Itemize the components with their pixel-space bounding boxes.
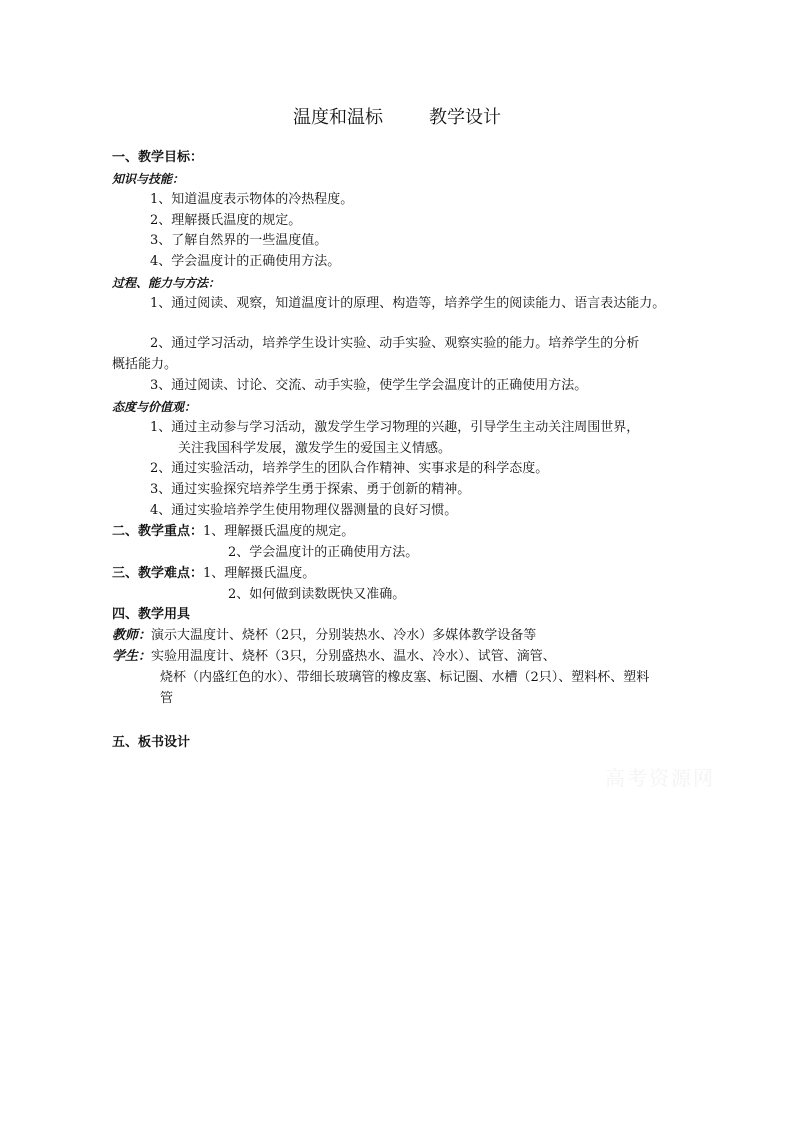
attitude-item-2: 2、通过实验活动，培养学生的团队合作精神、实事求是的科学态度。 — [150, 461, 549, 476]
student-tools-row — [112, 648, 556, 666]
teacher-label: 教师： — [112, 628, 152, 643]
process-item-2-line-1: 2、通过学习活动，培养学生设计实验、动手实验、观察实验的能力。培养学生的分析 — [150, 336, 640, 351]
section-heading-tools: 四、教学用具 — [112, 607, 191, 622]
title-subtitle: 教学设计 — [429, 107, 501, 128]
attitude-item-1-line-2: 关注我国科学发展，激发学生的爱国主义情感。 — [178, 441, 452, 456]
student-tools-line-1: 实验用温度计、烧杯（3只，分别盛热水、温水、冷水）、试管、滴管、 — [151, 649, 556, 664]
section-heading-key-points: 二、教学重点： — [112, 524, 204, 539]
subheading-knowledge: 知识与技能： — [112, 172, 185, 186]
difficulties-row — [112, 565, 315, 583]
student-tools-line-2: 烧杯（内盛红色的水）、带细长玻璃管的橡皮塞、标记圈、水槽（2只）、塑料杯、塑料 — [160, 670, 650, 685]
watermark: 高考资源网 — [605, 766, 715, 790]
student-tools-line-3: 管 — [160, 691, 174, 706]
attitude-item-4: 4、通过实验培养学生使用物理仪器测量的良好习惯。 — [150, 503, 458, 518]
section-heading-board-design: 五、板书设计 — [112, 735, 191, 750]
subheading-attitude: 态度与价值观： — [112, 400, 197, 414]
key-points-row — [112, 523, 354, 541]
process-item-3: 3、通过阅读、讨论、交流、动手实验，使学生学会温度计的正确使用方法。 — [150, 378, 588, 393]
key-point-1: 1、理解摄氏温度的规定。 — [203, 524, 355, 539]
process-item-2-line-2: 概括能力。 — [112, 357, 178, 372]
attitude-item-1-line-1: 1、通过主动参与学习活动，激发学生学习物理的兴趣，引导学生主动关注周围世界， — [150, 420, 640, 435]
teacher-tools-row — [112, 627, 536, 645]
knowledge-item-1: 1、知道温度表示物体的冷热程度。 — [150, 192, 354, 207]
title-topic: 温度和温标 — [293, 107, 383, 128]
teacher-tools-text: 演示大温度计、烧杯（2只，分别装热水、冷水）多媒体教学设备等 — [151, 628, 537, 643]
process-item-1: 1、通过阅读、观察，知道温度计的原理、构造等，培养学生的阅读能力、语言表达能力。 — [150, 296, 666, 311]
knowledge-item-2: 2、理解摄氏温度的规定。 — [150, 213, 302, 228]
attitude-item-3: 3、通过实验探究培养学生勇于探索、勇于创新的精神。 — [150, 482, 471, 497]
key-point-2: 2、学会温度计的正确使用方法。 — [228, 545, 419, 560]
page-title — [0, 106, 794, 130]
difficulty-1: 1、理解摄氏温度。 — [203, 566, 316, 581]
subheading-process: 过程、能力与方法： — [112, 276, 221, 290]
knowledge-item-3: 3、了解自然界的一些温度值。 — [150, 233, 328, 248]
section-heading-objectives: 一、教学目标： — [112, 150, 204, 165]
section-heading-difficulties: 三、教学难点： — [112, 566, 204, 581]
knowledge-item-4: 4、学会温度计的正确使用方法。 — [150, 254, 341, 269]
student-label: 学生： — [112, 649, 152, 664]
difficulty-2: 2、如何做到读数既快又准确。 — [228, 587, 406, 602]
